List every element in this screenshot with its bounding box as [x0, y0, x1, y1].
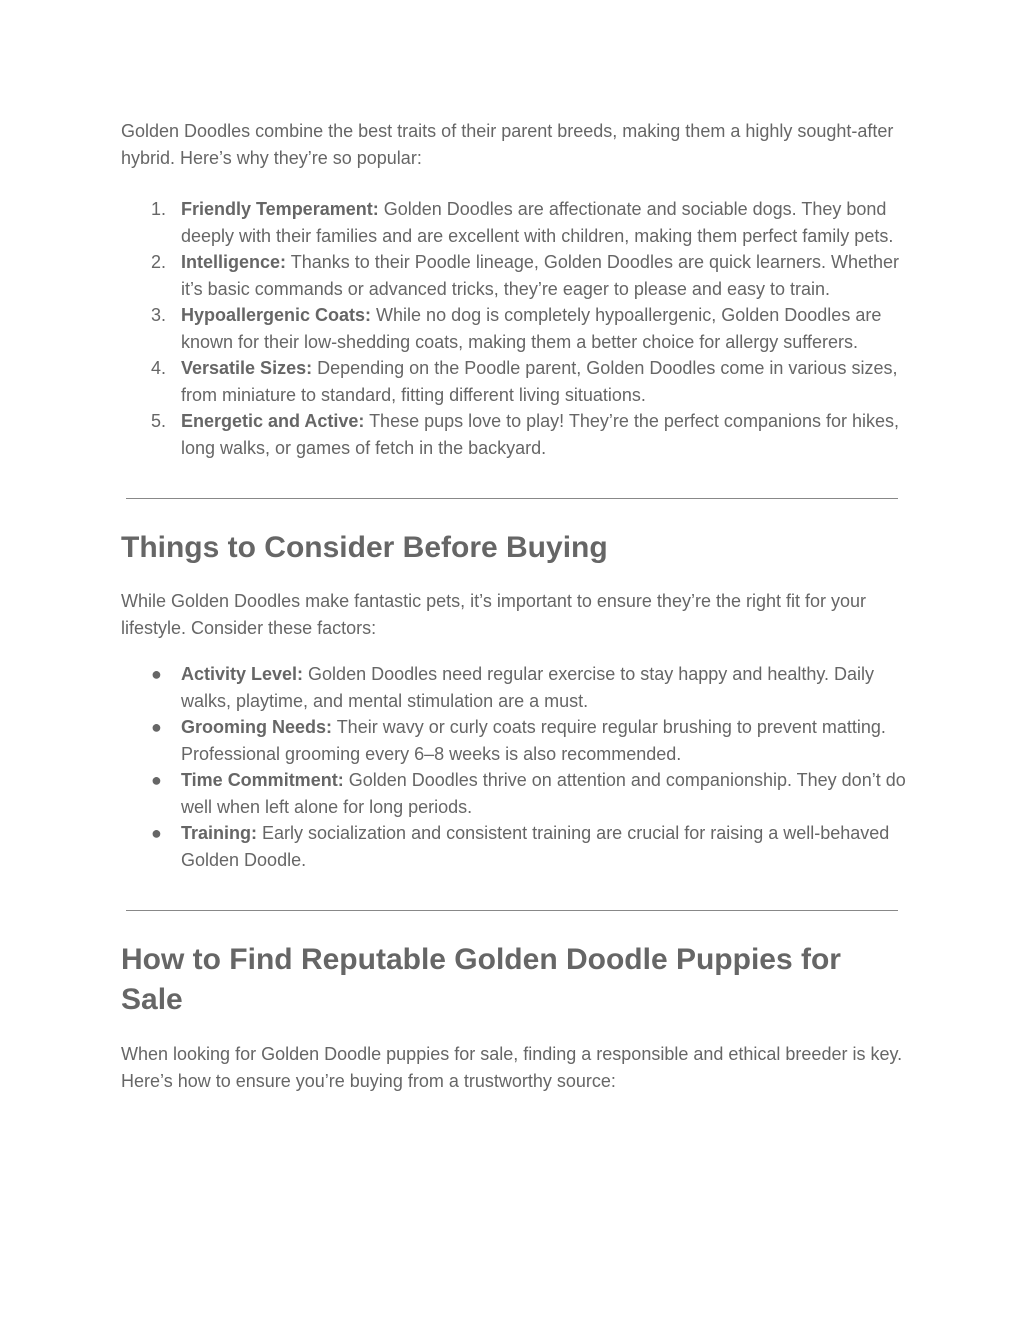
list-item-text: Their wavy or curly coats require regular brushing to prevent matting. Professional grooming every 6–8 weeks is also recommended.	[181, 717, 886, 764]
list-item-title: Activity Level:	[181, 664, 304, 684]
list-marker: 1.	[151, 199, 167, 219]
list-item-title: Training:	[181, 823, 257, 843]
list-item	[121, 820, 906, 873]
list-item-text: While no dog is completely hypoallergenic, Golden Doodles are known for their low-shedding coats, making them a better choice for allergy sufferers.	[181, 305, 882, 352]
bullet-marker: ●	[151, 664, 162, 684]
list-item	[121, 661, 906, 714]
bullet-marker: ●	[151, 717, 162, 737]
section-divider	[126, 498, 898, 499]
reasons-list	[121, 196, 906, 461]
list-item-title: Time Commitment:	[181, 770, 344, 790]
list-marker: 4.	[151, 358, 167, 378]
list-item	[121, 302, 906, 355]
list-item	[121, 714, 906, 767]
list-marker: 2.	[151, 252, 167, 272]
consider-intro-paragraph: While Golden Doodles make fantastic pets, it’s important to ensure they’re the right fit for your lifestyle. Consider these factors:	[121, 591, 867, 638]
list-item-text: Golden Doodles need regular exercise to stay happy and healthy. Daily walks, playtime, and mental stimulation are a must.	[181, 664, 875, 711]
list-item	[121, 196, 906, 249]
list-item-title: Intelligence:	[181, 252, 287, 272]
list-item-title: Friendly Temperament:	[181, 199, 379, 219]
find-intro-paragraph: When looking for Golden Doodle puppies for sale, finding a responsible and ethical breeder is key. Here’s how to ensure you’re buying from a trustworthy source:	[121, 1044, 903, 1091]
document-page	[121, 118, 906, 1094]
list-item-text: Golden Doodles are affectionate and sociable dogs. They bond deeply with their families and are excellent with children, making them perfect family pets.	[181, 199, 894, 246]
list-item-title: Grooming Needs:	[181, 717, 333, 737]
bullet-marker: ●	[151, 823, 162, 843]
bullet-marker: ●	[151, 770, 162, 790]
list-item	[121, 767, 906, 820]
list-item-text: Depending on the Poodle parent, Golden Doodles come in various sizes, from miniature to standard, fitting different living situations.	[181, 358, 898, 405]
list-item-title: Versatile Sizes:	[181, 358, 313, 378]
list-item-text: Golden Doodles thrive on attention and companionship. They don’t do well when left alone for long periods.	[181, 770, 906, 817]
list-marker: 3.	[151, 305, 167, 325]
list-item-text: These pups love to play! They’re the perfect companions for hikes, long walks, or games of fetch in the backyard.	[181, 411, 900, 458]
list-item	[121, 355, 906, 408]
factors-list	[121, 661, 906, 873]
section-heading-consider: Things to Consider Before Buying	[121, 531, 608, 564]
list-marker: 5.	[151, 411, 167, 431]
list-item	[121, 408, 906, 461]
section-divider	[126, 910, 898, 911]
list-item-text: Early socialization and consistent training are crucial for raising a well-behaved Golden Doodle.	[181, 823, 890, 870]
list-item-title: Hypoallergenic Coats:	[181, 305, 372, 325]
list-item	[121, 249, 906, 302]
intro-paragraph: Golden Doodles combine the best traits of their parent breeds, making them a highly sought-after hybrid. Here’s why they’re so popular:	[121, 121, 894, 168]
section-heading-find: How to Find Reputable Golden Doodle Puppies for Sale	[121, 943, 841, 1016]
list-item-text: Thanks to their Poodle lineage, Golden Doodles are quick learners. Whether it’s basic commands or advanced tricks, they’re eager to please and easy to train.	[181, 252, 900, 299]
list-item-title: Energetic and Active:	[181, 411, 365, 431]
